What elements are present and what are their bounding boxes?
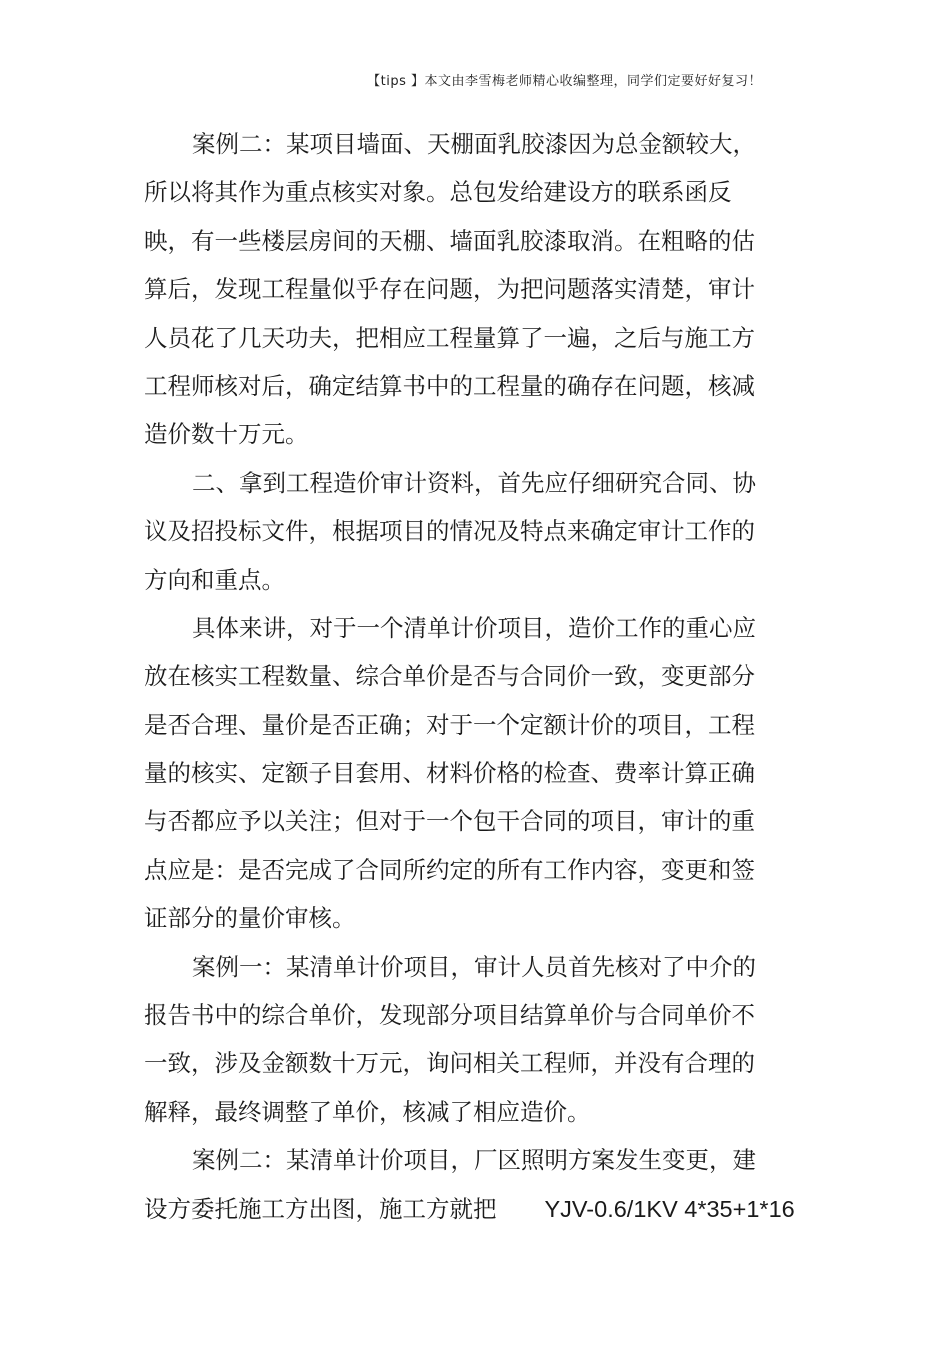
paragraph-line: 案例一：某清单计价项目，审计人员首先核对了中介的	[192, 952, 756, 981]
paragraph-line: 映，有一些楼层房间的天棚、墙面乳胶漆取消。在粗略的估	[144, 226, 755, 255]
paragraph-line: 所以将其作为重点核实对象。总包发给建设方的联系函反	[144, 178, 732, 207]
document-body	[144, 120, 795, 1233]
paragraph-line: 工程师核对后，确定结算书中的工程量的确存在问题，核减	[144, 371, 755, 400]
paragraph-line: 与否都应予以关注；但对于一个包干合同的项目，审计的重	[144, 807, 755, 836]
paragraph-line: 人员花了几天功夫，把相应工程量算了一遍，之后与施工方	[144, 323, 755, 352]
paragraph-line: 证部分的量价审核。	[144, 904, 356, 933]
paragraph-line: 解释，最终调整了单价，核减了相应造价。	[144, 1097, 591, 1126]
paragraph-line: 方向和重点。	[144, 565, 285, 594]
paragraph-line: 一致，涉及金额数十万元，询问相关工程师，并没有合理的	[144, 1049, 755, 1078]
paragraph-line: 量的核实、定额子目套用、材料价格的检查、费率计算正确	[144, 759, 755, 788]
paragraph-line: 具体来讲，对于一个清单计价项目，造价工作的重心应	[192, 613, 756, 642]
paragraph-line: 议及招投标文件，根据项目的情况及特点来确定审计工作的	[144, 517, 755, 546]
cable-spec: YJV-0.6/1KV 4*35+1*16	[544, 1195, 795, 1222]
paragraph-line: 放在核实工程数量、综合单价是否与合同价一致，变更部分	[144, 662, 755, 691]
paragraph-line: 点应是：是否完成了合同所约定的所有工作内容，变更和签	[144, 855, 755, 884]
final-line-text: 设方委托施工方出图，施工方就把	[144, 1194, 497, 1223]
paragraph-line-final	[144, 1185, 795, 1233]
paragraph-line: 案例二：某项目墙面、天棚面乳胶漆因为总金额较大，	[192, 130, 756, 158]
header-tips-note: 【tips 】本文由李雪梅老师精心收编整理，同学们定要好好复习！	[367, 74, 762, 89]
paragraph-line: 是否合理、量价是否正确；对于一个定额计价的项目，工程	[144, 710, 755, 739]
paragraph-line: 算后，发现工程量似乎存在问题，为把问题落实清楚，审计	[144, 275, 755, 304]
paragraph-line: 案例二：某清单计价项目，厂区照明方案发生变更，建	[192, 1146, 756, 1175]
paragraph-line: 造价数十万元。	[144, 420, 309, 449]
paragraph-line: 报告书中的综合单价，发现部分项目结算单价与合同单价不	[144, 1001, 755, 1030]
paragraph-line: 二、拿到工程造价审计资料，首先应仔细研究合同、协	[192, 468, 756, 497]
